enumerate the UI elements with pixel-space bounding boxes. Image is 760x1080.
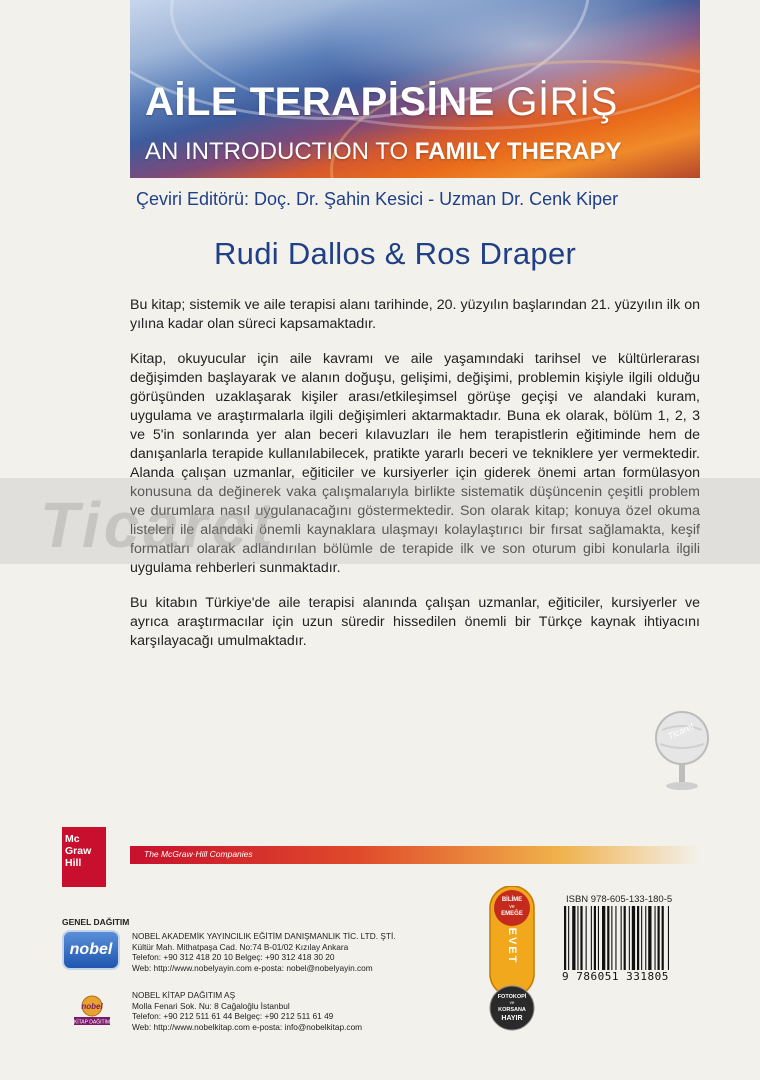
- isbn-label: ISBN 978-605-133-180-5: [566, 894, 673, 905]
- blurb-paragraph: Bu kitabın Türkiye'de aile terapisi alanında çalışan uzmanlar, eğiticiler, kursiyerler ve ayrıca araştırmacılar için uzun süredir hissedilen önemli bir Türkçe kaynak ihtiyacını karşılayacağı umulmaktadır.: [130, 595, 700, 649]
- watermark-text: Ticaret: [40, 489, 277, 561]
- isbn-digits: 9 786051 331805: [562, 970, 669, 983]
- nobel-kitap-logo-sub: KİTAP DAĞITIM: [73, 1019, 111, 1026]
- mcgraw-hill-bar: [130, 846, 700, 864]
- book-subtitle-plain: AN INTRODUCTION TO: [145, 138, 409, 165]
- badge-bottom-line: ve: [509, 1000, 515, 1005]
- badge-top-line: BİLİME: [501, 897, 523, 903]
- badge-bottom-line: KORSANA: [498, 1007, 526, 1013]
- blurb: [130, 296, 700, 667]
- nobel-logo: nobel: [62, 930, 120, 970]
- globe-label: Ticaret: [666, 720, 696, 742]
- mcgraw-logo-line: Mc: [65, 833, 80, 845]
- nobel-kitap-logo-text: nobel: [81, 1002, 103, 1011]
- badge-bottom-line: FOTOKOPİ: [497, 994, 527, 1000]
- publisher-web: Web: http://www.nobelkitap.com e-posta: info@nobelkitap.com: [132, 1021, 363, 1032]
- book-title-light: GİRİŞ: [506, 80, 618, 124]
- blurb-paragraph: Kitap, okuyucular için aile kavramı ve aile yaşamındaki tarihsel ve kültürlerarası değişimden başlayarak ve alanın doğuşu, gelişimi, değişimi, problemin kişiyle ilgili olduğu görüşünden uzaklaşarak kişiler arası/etkileşimsel görüşe geçişi ve alandaki kuram, uygulama ve araştırmalarla ilgili değişimleri aktarmaktadır. Buna ek olarak, bölüm 1, 2, 3 ve 5'in sonlarında yer alan beceri kılavuzları ile hem terapistlerin eğitiminde hem de danışanlarla terapide kullanılabilecek, pratikte yararlı beceri ve tekniklere yer vermektedir. Alanda çalışan uzmanlar, eğiticiler ve kursiyerler için giderek önemi artan formülasyon konusuna da değinerek vaka çalışmalarıyla birlikte sistematik düşüncenin çeşitli problem ve durumlara nasıl uygulanacağını göstermektedir. Son olarak kitap; konuya özel okuma listeleri ile alandaki önemli kaynaklara ulaşmayı kolaylaştırıcı bir fırsat sağlamakta, keşif formatları olarak adlandırılan bölümle de terapide ilk ve son oturum gibi konularla ilgili uygulama rehberleri sunmaktadır.: [130, 351, 700, 576]
- title-banner: [130, 0, 700, 178]
- authors: Rudi Dallos & Ros Draper: [214, 236, 577, 271]
- mcgraw-companies-text: The McGraw·Hill Companies: [144, 849, 253, 859]
- publisher-phone: Telefon: +90 212 511 61 44 Belgeç: +90 212 511 61 49: [132, 1011, 334, 1022]
- publisher-name: NOBEL KİTAP DAĞITIM AŞ: [132, 990, 236, 1000]
- publisher-2-info: [132, 990, 432, 1032]
- mcgraw-hill-logo: [62, 827, 106, 887]
- mcgraw-logo-line: Hill: [65, 857, 82, 869]
- barcode-icon: [562, 906, 702, 970]
- publisher-name: NOBEL AKADEMİK YAYINCILIK EĞİTİM DANIŞMANLIK TİC. LTD. ŞTİ.: [132, 931, 396, 941]
- badge-top-line: ve: [509, 904, 515, 910]
- globe-icon: [652, 700, 712, 800]
- book-title-bold: AİLE TERAPİSİNE: [145, 80, 495, 124]
- badge-top-line: EMEĞE: [501, 911, 523, 917]
- distribution-label: GENEL DAĞITIM: [62, 917, 130, 927]
- book-title: [145, 80, 690, 125]
- publisher-phone: Telefon: +90 312 418 20 10 Belgeç: +90 312 418 30 20: [132, 952, 335, 963]
- science-labor-badge: [484, 886, 540, 1032]
- badge-bottom-line: HAYIR: [501, 1015, 523, 1022]
- badge-evet: EVET: [506, 927, 518, 965]
- translation-editors: Çeviri Editörü: Doç. Dr. Şahin Kesici - Uzman Dr. Cenk Kiper: [136, 189, 619, 209]
- publisher-address: Molla Fenari Sok. Nu: 8 Cağaloğlu İstanbul: [132, 1000, 290, 1011]
- nobel-kitap-logo: [72, 994, 112, 1026]
- mcgraw-logo-line: Graw: [65, 845, 92, 857]
- publisher-address: Kültür Mah. Mithatpaşa Cad. No:74 B-01/02 Kızılay Ankara: [132, 941, 349, 952]
- book-subtitle: [145, 138, 690, 166]
- publisher-web: Web: http://www.nobelyayin.com e-posta: nobel@nobelyayin.com: [132, 962, 373, 973]
- book-subtitle-bold: FAMILY THERAPY: [414, 138, 622, 165]
- blurb-paragraph: Bu kitap; sistemik ve aile terapisi alanı tarihinde, 20. yüzyılın başlarından 21. yüzyılın ilk on yılına kadar olan süreci kapsamaktadır.: [130, 297, 700, 332]
- publisher-1-info: [132, 931, 432, 973]
